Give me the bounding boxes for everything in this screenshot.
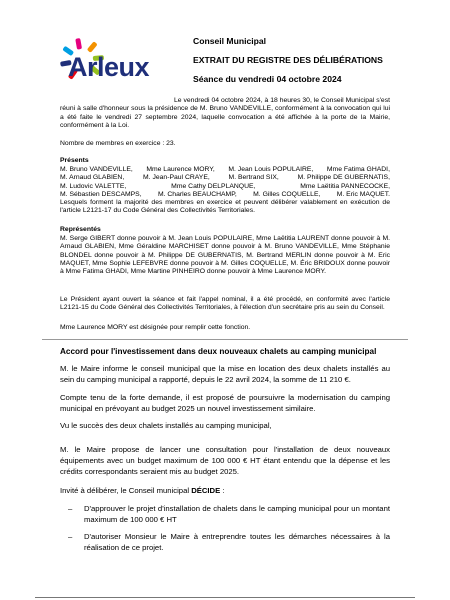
decide-keyword: DÉCIDE [191, 486, 221, 495]
quorum-line: Nombre de membres en exercice : 23. [60, 140, 176, 147]
present-name: Mme Fatima GHADI, [326, 166, 390, 173]
represented-list: M. Serge GIBERT donne pouvoir à M. Jean Louis POPULAIRE, Mme Laëtitia LAURENT donne pouvoir à M. Arnaud GLABIEN, Mme Géraldine MARCHISET donne pouvoir à M. Bruno VANDEVILLE, Mme Stéphanie BLONDEL donne pouvoir à M. Philippe DE GUBERNATIS, M. Bertrand MERLIN donne pouvoir à M. Eric MAQUET, Mme Sophie LEFEBVRE donne pouvoir à M. Gilles COQUELLE, M. Éric BRIDOUX donne pouvoir à Mme Fatima GHADI, Mme Martine PINHEIRO donne pouvoir à Mme Laurence MORY. [60, 235, 390, 276]
decision-intro-text: Invité à délibérer, le Conseil municipal [60, 486, 192, 495]
present-row [60, 191, 390, 199]
present-name: M. Arnaud GLABIEN, [60, 174, 125, 182]
session-date: Séance du vendredi 04 octobre 2024 [193, 74, 342, 84]
present-row [60, 183, 390, 191]
decision-text: D'autoriser Monsieur le Maire à entreprendre toutes les démarches nécessaires à la réalisation de ce projet. [84, 532, 390, 552]
deliberation-subject: Accord pour l'investissement dans deux nouveaux chalets au camping municipal [60, 347, 377, 356]
dash-bullet: – [68, 504, 73, 513]
secretary-line: Mme Laurence MORY est désignée pour remplir cette fonction. [60, 324, 251, 331]
present-heading: Présents [60, 157, 89, 164]
present-name: M. Bruno VANDEVILLE, [60, 166, 133, 173]
extract-title: EXTRAIT DU REGISTRE DES DÉLIBÉRATIONS [193, 55, 383, 65]
opening-paragraph: Le Président ayant ouvert la séance et fait l'appel nominal, il a été procédé, en conformité avec l'article L2121-15 du Code Général des Collectivités Territoriales, à l'élection d'un secrétaire pris au sein du Conseil. [60, 296, 390, 312]
body-paragraph: Vu le succès des deux chalets installés au camping municipal, [60, 421, 272, 430]
present-name: Mme Laurence MORY, [146, 166, 215, 173]
represented-heading: Représentés [60, 226, 101, 233]
majority-note: Lesquels forment la majorité des membres en exercice et peuvent délibérer valablement en exécution de l'article L2121-17 du Code Général des Collectivités Territoriales. [60, 199, 390, 215]
present-name: M. Ludovic VALETTE, [60, 182, 127, 190]
dash-bullet: – [68, 532, 73, 541]
decision-intro-colon: : [220, 486, 225, 495]
document-header [193, 36, 423, 93]
body-paragraph: Compte tenu de la forte demande, il est proposé de poursuivre la modernisation du camping municipal en prévoyant au budget 2025 un nouvel investissement similaire. [60, 393, 390, 413]
present-name: M. Eric MAQUET. [336, 190, 390, 198]
decision-item [68, 504, 390, 526]
present-name: M. Jean-Paul CRAYE, [143, 174, 210, 182]
present-name: M. Charles BEAUCHAMP, [157, 190, 237, 198]
intro-paragraph: Le vendredi 04 octobre 2024, à 18 heures 30, le Conseil Municipal s'est réuni à salle d'honneur sous la présidence de M. Bruno VANDEVILLE, conformément à la convocation qui lui a été faite le vendredi 27 septembre 2024, laquelle convocation a été affichée à la porte de la Mairie, conformément à la Loi. [60, 97, 390, 129]
decision-intro [60, 486, 390, 497]
present-name: M. Philippe DE GUBERNATIS, [297, 174, 390, 182]
council-title: Conseil Municipal [193, 36, 267, 46]
present-name: M. Bertrand SIX, [228, 174, 279, 182]
decision-text: D'approuver le projet d'installation de chalets dans le camping municipal pour un montant maximum de 100 000 € HT [84, 504, 390, 524]
present-row [60, 166, 390, 174]
present-row [60, 174, 390, 182]
present-name: Mme Laëtitia PANNECOCKE, [300, 182, 390, 190]
present-name: M. Sébastien DESCAMPS, [60, 190, 142, 198]
present-name: M. Gilles COQUELLE, [253, 190, 321, 198]
body-paragraph: M. le Maire propose de lancer une consultation pour l'installation de deux nouveaux équipements avec un budget maximum de 100 000 € HT étant entendu que la dépense et les crédits correspondants seraient mis au budget 2025. [60, 445, 390, 476]
decision-item [68, 532, 390, 554]
logo-wordmark: Arleux [68, 52, 150, 82]
section-divider [42, 339, 408, 340]
body-paragraph: M. le Maire informe le conseil municipal que la mise en location des deux chalets installés au sein du camping municipal a rapporté, depuis le 22 avril 2024, la somme de 11 210 €. [60, 364, 390, 384]
footer-rule [35, 597, 415, 598]
present-name: M. Jean Louis POPULAIRE, [228, 166, 314, 173]
present-list [60, 166, 390, 216]
present-name: Mme Cathy DELPLANQUE, [171, 182, 256, 190]
